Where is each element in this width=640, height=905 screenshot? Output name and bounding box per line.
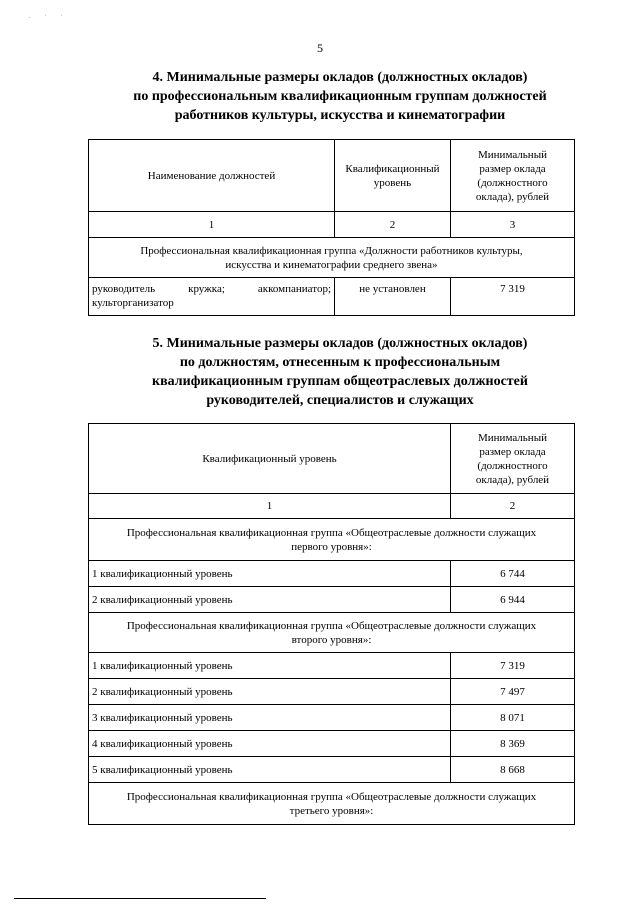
group-header-line: первого уровня»:: [291, 540, 372, 553]
section-5-title-line: 5. Минимальные размеры окладов (должностных окладов): [152, 336, 528, 351]
column-number-row: [89, 212, 575, 238]
section-5-table: [88, 423, 575, 825]
group-header-line: Профессиональная квалификационная группа «Общеотраслевые должности служащих: [126, 790, 537, 803]
section-5-title-line: квалификационным группам общеотраслевых должностей: [152, 374, 528, 389]
salary-cell: 6 944: [451, 587, 575, 613]
level-cell: 3 квалификационный уровень: [89, 705, 451, 731]
group-header-cell: [89, 238, 575, 278]
group-header-cell: [89, 519, 575, 561]
table-row: [89, 278, 575, 316]
section-5-title-line: по должностям, отнесенным к профессиональным: [179, 355, 501, 370]
salary-cell: 8 369: [451, 731, 575, 757]
table-row: [89, 705, 575, 731]
column-number-row: [89, 494, 575, 519]
group-header-line: Профессиональная квалификационная группа «Должности работников культуры,: [140, 244, 523, 257]
header-qualification-level: Квалификационный уровень: [89, 424, 451, 494]
table-row: [89, 561, 575, 587]
header-line: уровень: [373, 176, 412, 189]
header-line: Минимальный: [478, 148, 547, 161]
level-cell: 1 квалификационный уровень: [89, 653, 451, 679]
group-header-line: Профессиональная квалификационная группа «Общеотраслевые должности служащих: [126, 526, 537, 539]
section-4-table: [88, 139, 575, 316]
column-number: 1: [89, 212, 335, 238]
header-line: (должностного: [477, 176, 548, 189]
column-number: 1: [89, 494, 451, 519]
group-header-row: [89, 519, 575, 561]
salary-cell: 7 319: [451, 278, 575, 316]
group-header-row: [89, 613, 575, 653]
salary-cell: 7 497: [451, 679, 575, 705]
table-header-row: [89, 424, 575, 494]
section-4-title-line: 4. Минимальные размеры окладов (должностных окладов): [152, 70, 528, 85]
level-cell: 2 квалификационный уровень: [89, 679, 451, 705]
header-line: размер оклада: [479, 162, 546, 175]
group-header-row: [89, 238, 575, 278]
positions-line: культорганизатор: [92, 297, 174, 309]
header-line: (должностного: [477, 459, 548, 472]
group-header-cell: [89, 783, 575, 825]
positions-line: [92, 282, 331, 296]
group-header-line: Профессиональная квалификационная группа «Общеотраслевые должности служащих: [126, 619, 537, 632]
group-header-cell: [89, 613, 575, 653]
footnote-separator: [14, 898, 266, 899]
level-cell: 2 квалификационный уровень: [89, 587, 451, 613]
level-cell: 5 квалификационный уровень: [89, 757, 451, 783]
position-word: руководитель: [92, 283, 156, 295]
header-position-name: Наименование должностей: [89, 140, 335, 212]
section-4-title-line: по профессиональным квалификационным группам должностей: [133, 89, 547, 104]
section-5-title: [80, 334, 600, 410]
table-row: [89, 679, 575, 705]
salary-cell: 7 319: [451, 653, 575, 679]
header-line: размер оклада: [479, 445, 546, 458]
position-word: кружка;: [188, 283, 225, 295]
group-header-row: [89, 783, 575, 825]
positions-cell: [89, 278, 335, 316]
group-header-line: искусства и кинематографии среднего звена»: [225, 258, 438, 271]
header-line: оклада), рублей: [475, 190, 550, 203]
salary-cell: 8 668: [451, 757, 575, 783]
salary-cell: 6 744: [451, 561, 575, 587]
qualification-level-cell: не установлен: [335, 278, 451, 316]
page-number: 5: [317, 41, 323, 55]
level-cell: 1 квалификационный уровень: [89, 561, 451, 587]
column-number: 3: [451, 212, 575, 238]
table-row: [89, 587, 575, 613]
column-number: 2: [451, 494, 575, 519]
position-word: аккомпаниатор;: [257, 283, 331, 295]
scan-mark: · ˈ ˈ: [28, 14, 69, 22]
header-line: Минимальный: [478, 431, 547, 444]
section-5-title-line: руководителей, специалистов и служащих: [206, 393, 474, 408]
header-min-salary: [451, 140, 575, 212]
table-row: [89, 757, 575, 783]
header-line: оклада), рублей: [475, 473, 550, 486]
group-header-line: второго уровня»:: [291, 633, 372, 646]
table-row: [89, 731, 575, 757]
table-row: [89, 653, 575, 679]
column-number: 2: [335, 212, 451, 238]
group-header-line: третьего уровня»:: [289, 804, 374, 817]
table-header-row: [89, 140, 575, 212]
header-qualification-level: [335, 140, 451, 212]
header-min-salary: [451, 424, 575, 494]
section-4-title: [80, 68, 600, 125]
section-4-title-line: работников культуры, искусства и кинематографии: [174, 108, 506, 123]
header-line: Квалификационный: [345, 162, 440, 175]
salary-cell: 8 071: [451, 705, 575, 731]
level-cell: 4 квалификационный уровень: [89, 731, 451, 757]
